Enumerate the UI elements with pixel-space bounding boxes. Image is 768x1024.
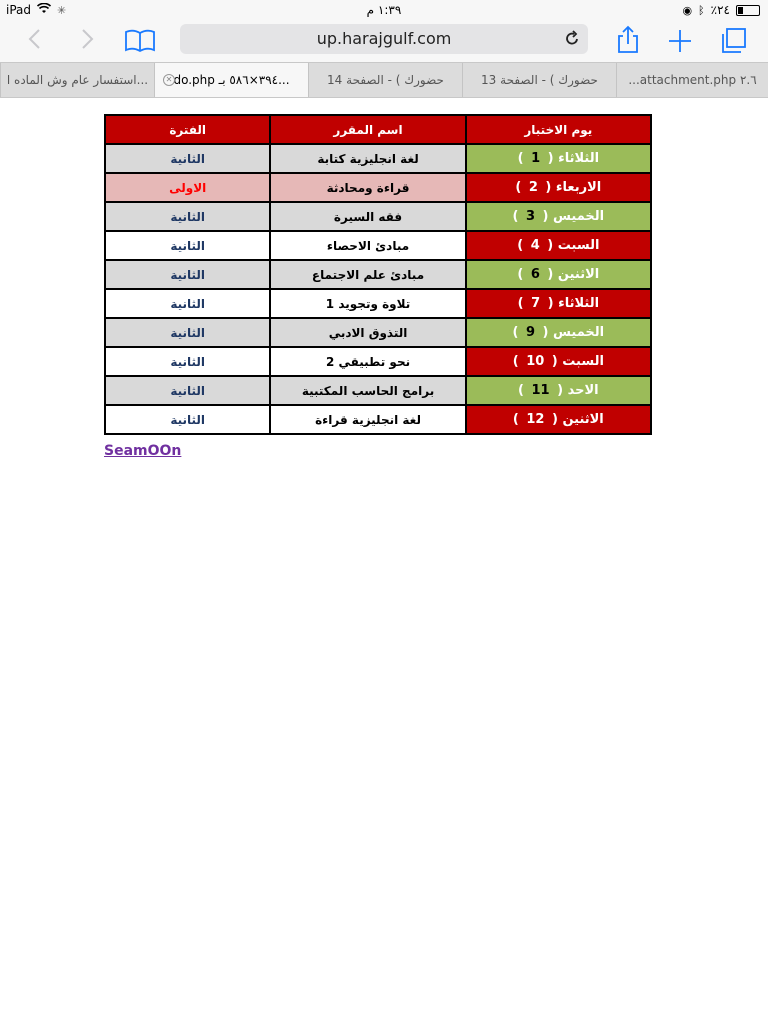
day-cell: الاثنين ( 6 ): [466, 260, 651, 289]
day-number: 12: [523, 412, 547, 427]
table-row: [105, 260, 651, 289]
table-row: [105, 231, 651, 260]
period-cell: الاولى: [105, 173, 270, 202]
tabs-icon: [716, 24, 752, 56]
course-cell: لغة انجليزية قراءة: [270, 405, 465, 434]
device-label: iPad: [6, 3, 32, 17]
period-cell: الثانية: [105, 376, 270, 405]
day-number: 3: [523, 209, 538, 224]
day-cell: السبت ( 4 ): [466, 231, 651, 260]
battery-icon: [736, 5, 760, 16]
day-number: 2: [526, 180, 541, 195]
header-day: يوم الاختبار: [466, 115, 651, 144]
day-cell: السبت ( 10 ): [466, 347, 651, 376]
day-name: الثلاثاء: [558, 296, 600, 311]
battery-percent: ٪٢٤: [710, 3, 730, 17]
status-time: ١:٣٩ م: [366, 3, 402, 17]
forward-button[interactable]: [72, 24, 102, 54]
period-cell: الثانية: [105, 405, 270, 434]
course-cell: فقه السيرة: [270, 202, 465, 231]
tab-label: ...attachment.php ٢.٦: [628, 73, 757, 87]
plus-icon: [662, 24, 698, 56]
chevron-left-icon: [20, 24, 50, 54]
credit-link[interactable]: SeamOOn: [104, 443, 182, 459]
period-cell: الثانية: [105, 202, 270, 231]
url-text: up.harajgulf.com: [316, 29, 452, 48]
reload-button[interactable]: [562, 24, 582, 54]
day-name: الاثنين: [562, 412, 604, 427]
tab-label: استفسار عام وش الماده ا...: [6, 73, 149, 87]
day-cell: الخميس ( 9 ): [466, 318, 651, 347]
close-tab-icon[interactable]: ✕: [163, 74, 175, 86]
book-icon: [122, 24, 158, 56]
table-row: [105, 173, 651, 202]
tab-inquiry[interactable]: [0, 63, 154, 97]
address-bar[interactable]: [180, 24, 588, 54]
day-number: 4: [528, 238, 543, 253]
course-cell: نحو تطبيقي 2: [270, 347, 465, 376]
period-cell: الثانية: [105, 318, 270, 347]
day-name: السبت: [557, 238, 600, 253]
reload-icon: [562, 24, 582, 54]
table-row: [105, 289, 651, 318]
bluetooth-icon: ᛒ: [698, 3, 705, 17]
page-content: [104, 114, 652, 459]
share-button[interactable]: [610, 24, 646, 56]
period-cell: الثانية: [105, 231, 270, 260]
day-cell: الخميس ( 3 ): [466, 202, 651, 231]
share-icon: [610, 24, 646, 56]
day-name: الخميس: [553, 209, 605, 224]
orientation-lock-icon: ◉: [682, 3, 693, 17]
day-number: 7: [528, 296, 543, 311]
chevron-right-icon: [72, 24, 102, 54]
browser-toolbar: [0, 20, 768, 62]
day-number: 1: [528, 151, 543, 166]
period-cell: الثانية: [105, 347, 270, 376]
back-button[interactable]: [20, 24, 50, 54]
course-cell: لغة انجليزية كتابة: [270, 144, 465, 173]
exam-schedule-table: [104, 114, 652, 435]
table-row: [105, 202, 651, 231]
course-cell: قراءة ومحادثة: [270, 173, 465, 202]
day-name: الاربعاء: [555, 180, 602, 195]
day-name: السبت: [562, 354, 604, 369]
tab-page-13[interactable]: [462, 63, 616, 97]
day-cell: الاحد ( 11 ): [466, 376, 651, 405]
day-cell: الاثنين ( 12 ): [466, 405, 651, 434]
day-number: 6: [528, 267, 543, 282]
table-header-row: [105, 115, 651, 144]
header-course: اسم المقرر: [270, 115, 465, 144]
period-cell: الثانية: [105, 260, 270, 289]
table-body: [105, 144, 651, 434]
period-cell: الثانية: [105, 289, 270, 318]
new-tab-button[interactable]: [662, 24, 698, 56]
tabs-button[interactable]: [716, 24, 752, 56]
loading-icon: ✳: [57, 3, 67, 17]
tab-page-14[interactable]: [308, 63, 462, 97]
course-cell: مبادئ علم الاجتماع: [270, 260, 465, 289]
day-number: 11: [529, 383, 553, 398]
tab-label: do.php ٣٩٤×٥٨٦ بـ...: [173, 73, 290, 87]
day-name: الاثنين: [557, 267, 600, 282]
table-row: [105, 347, 651, 376]
day-cell: الثلاثاء ( 1 ): [466, 144, 651, 173]
table-row: [105, 376, 651, 405]
table-row: [105, 318, 651, 347]
day-cell: الثلاثاء ( 7 ): [466, 289, 651, 318]
course-cell: التذوق الادبي: [270, 318, 465, 347]
battery-fill: [738, 7, 743, 14]
header-period: الفترة: [105, 115, 270, 144]
table-row: [105, 144, 651, 173]
course-cell: برامج الحاسب المكتبية: [270, 376, 465, 405]
day-name: الخميس: [553, 325, 605, 340]
status-right: [682, 3, 760, 17]
tab-attachment[interactable]: [616, 63, 768, 97]
day-number: 10: [523, 354, 547, 369]
tab-label: حضورك ) - الصفحة 14: [327, 73, 444, 87]
tab-label: حضورك ) - الصفحة 13: [481, 73, 598, 87]
day-name: الثلاثاء: [558, 151, 600, 166]
tab-do-php[interactable]: [154, 63, 308, 97]
day-number: 9: [523, 325, 538, 340]
day-name: الاحد: [567, 383, 599, 398]
status-bar: [0, 0, 768, 20]
period-cell: الثانية: [105, 144, 270, 173]
course-cell: مبادئ الاحصاء: [270, 231, 465, 260]
course-cell: تلاوة وتجويد 1: [270, 289, 465, 318]
bookmarks-button[interactable]: [122, 24, 158, 56]
day-cell: الاربعاء ( 2 ): [466, 173, 651, 202]
tab-bar: [0, 62, 768, 98]
table-row: [105, 405, 651, 434]
